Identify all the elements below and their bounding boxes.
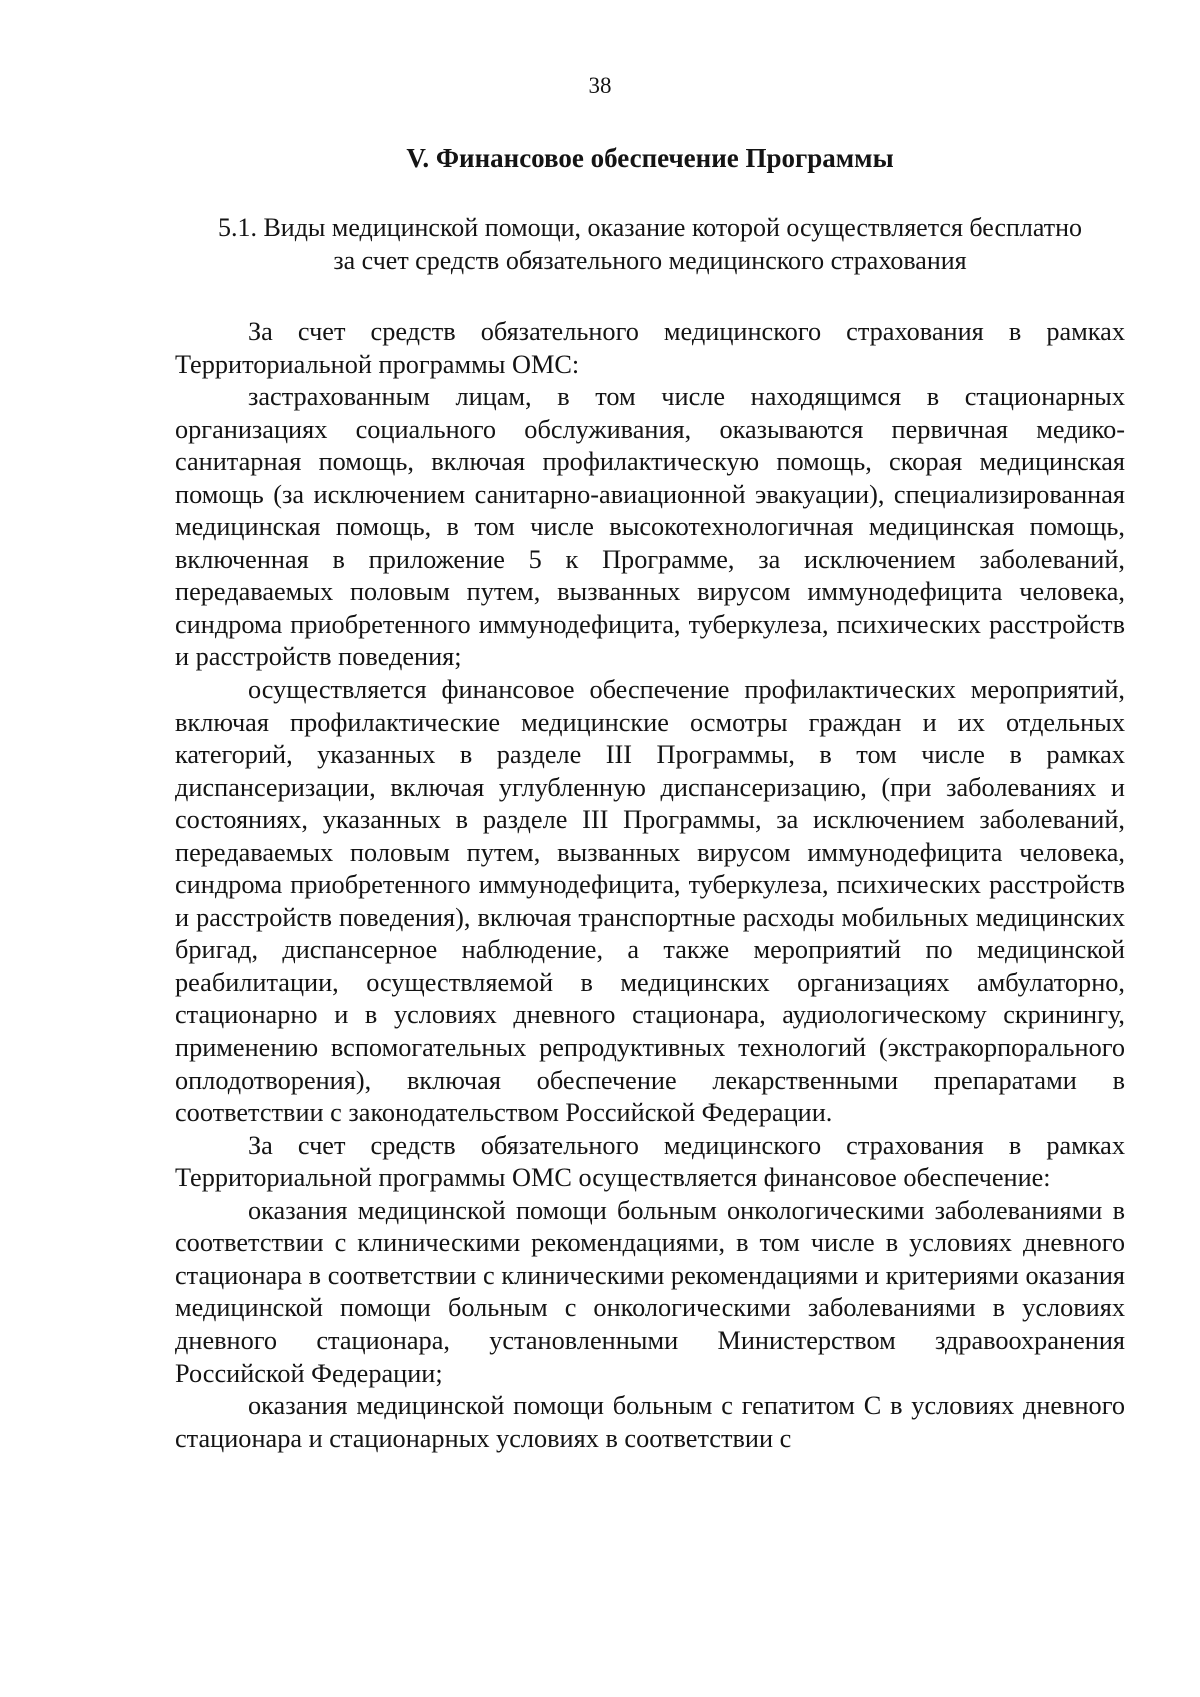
page-number: 38 [588,73,612,98]
paragraph-3: осуществляется финансовое обеспечение профилактических мероприятий, включая профилактические медицинские осмотры граждан и их отдельных категорий, указанных в разделе III Программы, в том числе в рамках диспансеризации, включая углубленную диспансеризацию, (при заболеваниях и состояниях, указанных в разделе III Программы, за исключением заболеваний, передаваемых половым путем, вызванных вирусом иммунодефицита человека, синдрома приобретенного иммунодефицита, туберкулеза, психических расстройств и расстройств поведения), включая транспортные расходы мобильных медицинских бригад, диспансерное наблюдение, а также мероприятий по медицинской реабилитации, осуществляемой в медицинских организациях амбулаторно, стационарно и в условиях дневного стационара, аудиологическому скринингу, применению вспомогательных репродуктивных технологий (экстракорпорального оплодотворения), включая обеспечение лекарственными препаратами в соответствии с законодательством Российской Федерации. [175,675,1125,1128]
paragraph-2: застрахованным лицам, в том числе находящимся в стационарных организациях социального обслуживания, оказываются первичная медико-санитарная помощь, включая профилактическую помощь, скорая медицинская помощь (за исключением санитарно-авиационной эвакуации), специализированная медицинская помощь, в том числе высокотехнологичная медицинская помощь, включенная в приложение 5 к Программе, за исключением заболеваний, передаваемых половым путем, вызванных вирусом иммунодефицита человека, синдрома приобретенного иммунодефицита, туберкулеза, психических расстройств и расстройств поведения; [175,382,1125,672]
paragraph-4: За счет средств обязательного медицинского страхования в рамках Территориальной программы ОМС осуществляется финансовое обеспечение: [175,1130,1125,1193]
paragraph-5: оказания медицинской помощи больным онкологическими заболеваниями в соответствии с клиническими рекомендациями, в том числе в условиях дневного стационара в соответствии с клиническими рекомендациями и критериями оказания медицинской помощи больным с онкологическими заболеваниями в условиях дневного стационара, установленными Министерством здравоохранения Российской Федерации; [175,1195,1125,1388]
section-title: V. Финансовое обеспечение Программы [406,143,894,173]
paragraph-6: оказания медицинской помощи больным с гепатитом С в условиях дневного стационара и стационарных условиях в соответствии с [175,1391,1125,1453]
subsection-title: 5.1. Виды медицинской помощи, оказание которой осуществляется бесплатно за счет средств обязательного медицинского страхования [217,213,1083,275]
paragraph-1: За счет средств обязательного медицинского страхования в рамках Территориальной программы ОМС: [175,317,1125,379]
body-text [175,316,1125,1455]
